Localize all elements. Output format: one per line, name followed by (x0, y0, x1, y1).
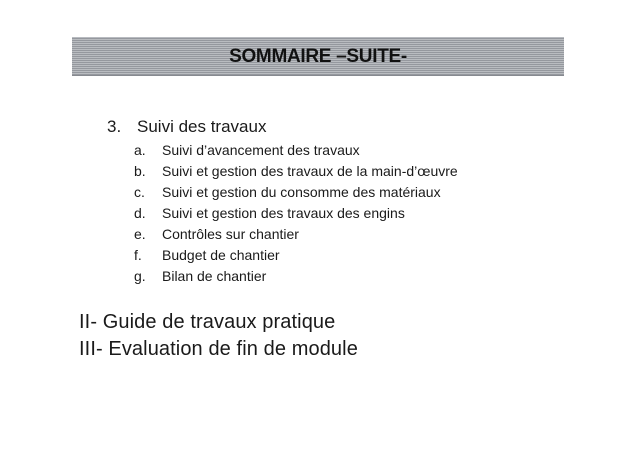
title-bar (72, 37, 564, 76)
list-item-label: Contrôles sur chantier (162, 226, 299, 242)
section-heading (107, 117, 266, 137)
list-item (134, 224, 458, 245)
section-number: 3. (107, 117, 122, 136)
sub-item-list (134, 140, 458, 287)
list-item (134, 266, 458, 287)
list-item-letter: a. (134, 142, 146, 158)
list-item (134, 245, 458, 266)
list-item-label: Suivi d’avancement des travaux (162, 142, 360, 158)
section-title: Suivi des travaux (137, 117, 267, 136)
list-item-letter: b. (134, 163, 146, 179)
list-item-label: Suivi et gestion des travaux des engins (162, 205, 405, 221)
list-item-letter: e. (134, 226, 146, 242)
list-item (134, 182, 458, 203)
list-item (134, 140, 458, 161)
page-title: SOMMAIRE –SUITE- (229, 46, 407, 67)
part-2-heading: II- Guide de travaux pratique (79, 311, 336, 333)
list-item-letter: f. (134, 247, 142, 263)
list-item (134, 203, 458, 224)
part-3-heading: III- Evaluation de fin de module (79, 338, 358, 360)
list-item-label: Suivi et gestion du consomme des matériaux (162, 184, 441, 200)
list-item (134, 161, 458, 182)
list-item-label: Suivi et gestion des travaux de la main-d’œuvre (162, 163, 458, 179)
list-item-letter: d. (134, 205, 146, 221)
list-item-label: Budget de chantier (162, 247, 280, 263)
list-item-letter: c. (134, 184, 145, 200)
list-item-label: Bilan de chantier (162, 268, 267, 284)
list-item-letter: g. (134, 268, 146, 284)
